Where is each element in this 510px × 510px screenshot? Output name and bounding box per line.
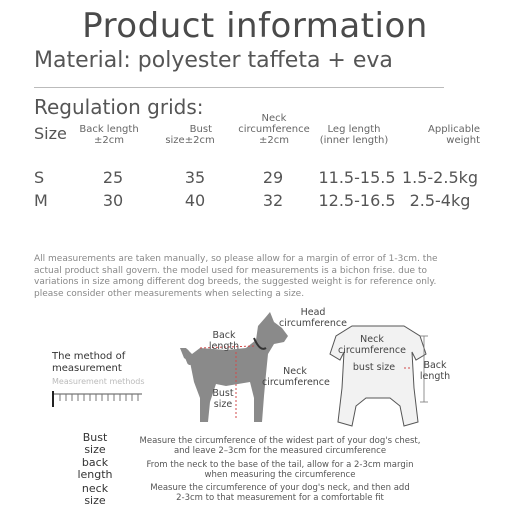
row-m-weight: 2.5-4kg xyxy=(409,191,471,210)
garment-label-neck: Neck circumference xyxy=(338,334,406,356)
instruction-text-back: From the neck to the base of the tail, allow for a 2-3cm margin when measuring the circumference xyxy=(146,460,414,480)
row-m-back-length: 30 xyxy=(102,191,124,210)
row-s-weight: 1.5-2.5kg xyxy=(401,168,479,187)
instruction-text-bust: Measure the circumference of the widest part of your dog's chest, and leave 2–3cm for the measured circumference xyxy=(139,436,421,456)
row-s-leg: 11.5-15.5 xyxy=(318,168,396,187)
method-sublabel: Measurement methods xyxy=(52,377,145,386)
row-m-bust: 40 xyxy=(184,191,206,210)
instruction-label-bust: Bust size xyxy=(82,431,108,456)
page-title: Product information xyxy=(82,6,428,46)
instruction-text-neck: Measure the circumference of your dog's neck, and then add 2-3cm to that measurement for a comfortable fit xyxy=(150,483,410,503)
row-s-size: S xyxy=(34,168,45,187)
header-size: Size xyxy=(34,124,67,143)
header-bust: Bust size±2cm xyxy=(165,124,215,146)
instruction-label-back: back length xyxy=(77,456,113,481)
header-back-length: Back length ±2cm xyxy=(79,124,139,146)
row-m-size: M xyxy=(34,191,48,210)
row-s-bust: 35 xyxy=(184,168,206,187)
row-m-leg: 12.5-16.5 xyxy=(318,191,396,210)
method-label: The method of measurement xyxy=(52,351,126,374)
garment-label-back: Back length xyxy=(419,360,451,382)
dog-label-bust: Bust size xyxy=(212,388,234,410)
row-m-neck: 32 xyxy=(262,191,284,210)
dog-label-head: Head circumference xyxy=(279,307,347,329)
header-leg-length: Leg length (inner length) xyxy=(319,124,389,146)
header-neck: Neck circumference ±2cm xyxy=(238,113,310,146)
divider xyxy=(34,87,444,88)
row-s-back-length: 25 xyxy=(102,168,124,187)
garment-label-bust: bust size xyxy=(346,362,402,373)
row-s-neck: 29 xyxy=(262,168,284,187)
instruction-label-neck: neck size xyxy=(81,482,109,507)
grids-title: Regulation grids: xyxy=(34,95,204,119)
dog-label-neck: Neck circumference xyxy=(262,366,330,388)
header-weight: Applicable weight xyxy=(428,124,480,146)
measurement-notes: All measurements are taken manually, so please allow for a margin of error of 1-3cm. the actual product shall govern. the model used for measurements is a bichon frise. due to variations in size among different dog breeds, the suggested weight is for reference only. please consider other measurements when selecting a size. xyxy=(34,254,438,299)
tape-measure-icon xyxy=(52,391,142,407)
material-line: Material: polyester taffeta + eva xyxy=(34,48,393,73)
dog-label-back: Back length xyxy=(208,330,240,352)
